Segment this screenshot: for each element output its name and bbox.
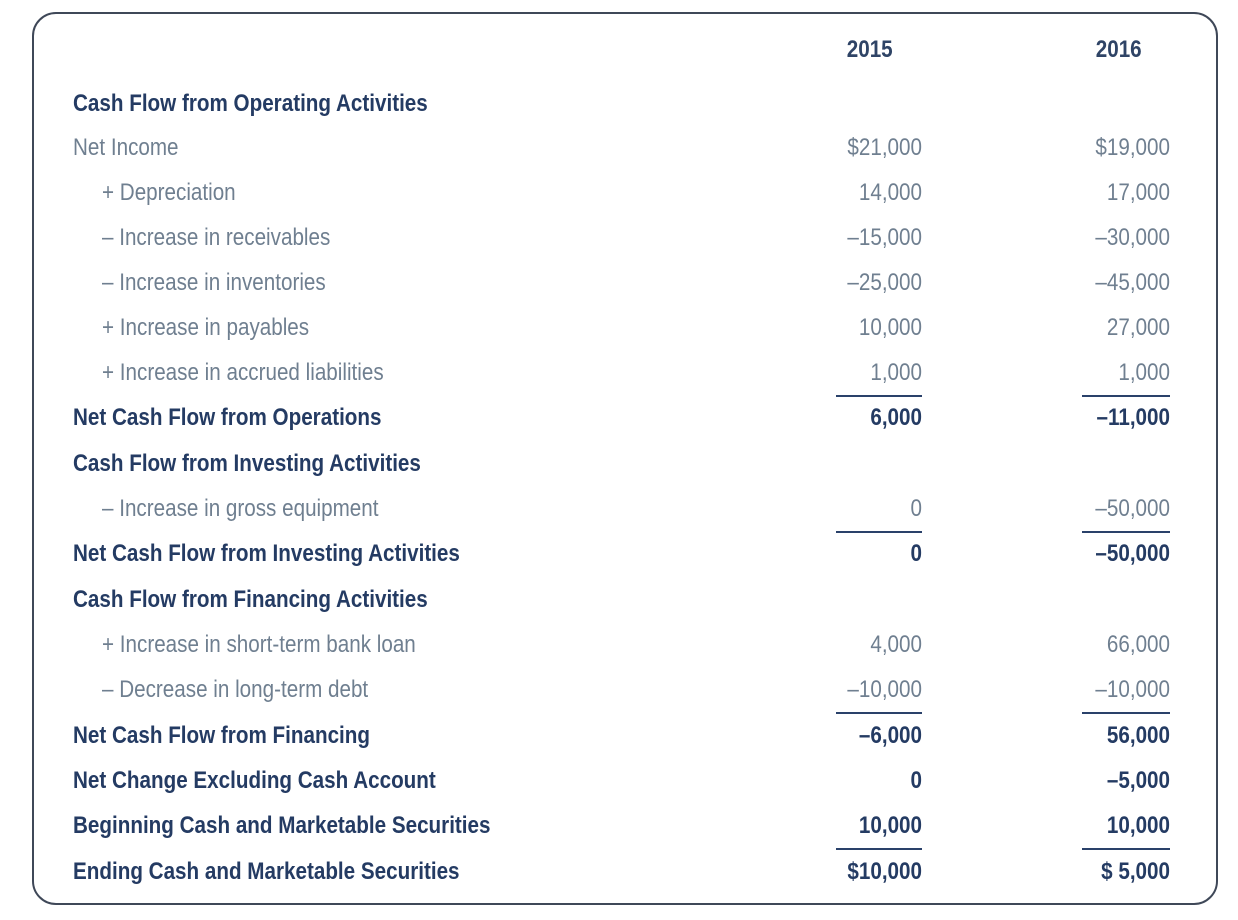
value-2015: $21,000 (847, 134, 922, 161)
value-2015: –10,000 (847, 676, 922, 703)
row-label: Ending Cash and Marketable Securities (73, 858, 460, 885)
value-2015: 6,000 (870, 404, 922, 431)
column-header-2015: 2015 (846, 36, 893, 63)
row-label: Net Cash Flow from Financing (73, 722, 371, 749)
underline-2015 (836, 395, 922, 397)
row-label: Net Change Excluding Cash Account (73, 767, 436, 794)
value-2015: –15,000 (847, 224, 922, 251)
underline-2016 (1082, 848, 1170, 850)
value-2016: –5,000 (1106, 767, 1170, 794)
row-label: Net Income (73, 134, 179, 161)
row-label: Net Cash Flow from Investing Activities (73, 540, 460, 567)
row-label: + Increase in accrued liabilities (102, 359, 384, 386)
value-2016: $ 5,000 (1101, 858, 1170, 885)
value-2016: –50,000 (1095, 495, 1170, 522)
value-2016: –10,000 (1095, 676, 1170, 703)
table-row-inventories (0, 263, 1238, 303)
value-2015: 4,000 (870, 631, 922, 658)
value-2015: $10,000 (847, 858, 922, 885)
value-2016: $19,000 (1095, 134, 1170, 161)
table-row-depreciation (0, 173, 1238, 213)
underline-2016 (1082, 531, 1170, 533)
value-2015: 1,000 (870, 359, 922, 386)
row-label: + Depreciation (102, 179, 236, 206)
table-row-beginning-cash (0, 806, 1238, 846)
table-row-receivables (0, 218, 1238, 258)
row-label: Cash Flow from Operating Activities (73, 90, 428, 117)
value-2015: –25,000 (847, 269, 922, 296)
value-2015: 0 (910, 495, 922, 522)
row-label: Cash Flow from Financing Activities (73, 586, 428, 613)
value-2016: 1,000 (1118, 359, 1170, 386)
value-2016: 56,000 (1106, 722, 1170, 749)
value-2016: –11,000 (1096, 404, 1170, 431)
section-heading-operating (0, 84, 1238, 124)
row-label: Beginning Cash and Marketable Securities (73, 812, 491, 839)
value-2016: –30,000 (1095, 224, 1170, 251)
value-2015: 10,000 (858, 812, 922, 839)
underline-2015 (836, 712, 922, 714)
table-row-net-change (0, 761, 1238, 801)
row-label: + Increase in payables (102, 314, 310, 341)
value-2016: 17,000 (1106, 179, 1170, 206)
table-row-payables (0, 308, 1238, 348)
underline-2016 (1082, 712, 1170, 714)
table-row-net-income (0, 128, 1238, 168)
table-row-net-cash-investing (0, 534, 1238, 574)
table-row-net-cash-operations (0, 398, 1238, 438)
row-label: Net Cash Flow from Operations (73, 404, 382, 431)
value-2015: –6,000 (858, 722, 922, 749)
table-row-short-term-loan (0, 625, 1238, 665)
underline-2016 (1082, 395, 1170, 397)
table-row-long-term-debt (0, 670, 1238, 710)
value-2015: 0 (910, 767, 922, 794)
section-heading-investing (0, 444, 1238, 484)
value-2016: –50,000 (1095, 540, 1170, 567)
value-2015: 10,000 (858, 314, 922, 341)
value-2015: 14,000 (858, 179, 922, 206)
value-2016: 10,000 (1106, 812, 1170, 839)
column-header-2016: 2016 (1095, 36, 1142, 63)
underline-2015 (836, 531, 922, 533)
value-2016: –45,000 (1095, 269, 1170, 296)
table-row-accrued-liabilities (0, 353, 1238, 393)
row-label: – Decrease in long-term debt (102, 676, 369, 703)
row-label: – Increase in inventories (102, 269, 326, 296)
table-row-net-cash-financing (0, 716, 1238, 756)
table-row-ending-cash (0, 852, 1238, 892)
row-label: Cash Flow from Investing Activities (73, 450, 421, 477)
value-2015: 0 (910, 540, 922, 567)
value-2016: 66,000 (1106, 631, 1170, 658)
table-row-gross-equipment (0, 489, 1238, 529)
section-heading-financing (0, 580, 1238, 620)
row-label: + Increase in short-term bank loan (102, 631, 416, 658)
value-2016: 27,000 (1106, 314, 1170, 341)
row-label: – Increase in receivables (102, 224, 331, 251)
underline-2015 (836, 848, 922, 850)
row-label: – Increase in gross equipment (102, 495, 379, 522)
